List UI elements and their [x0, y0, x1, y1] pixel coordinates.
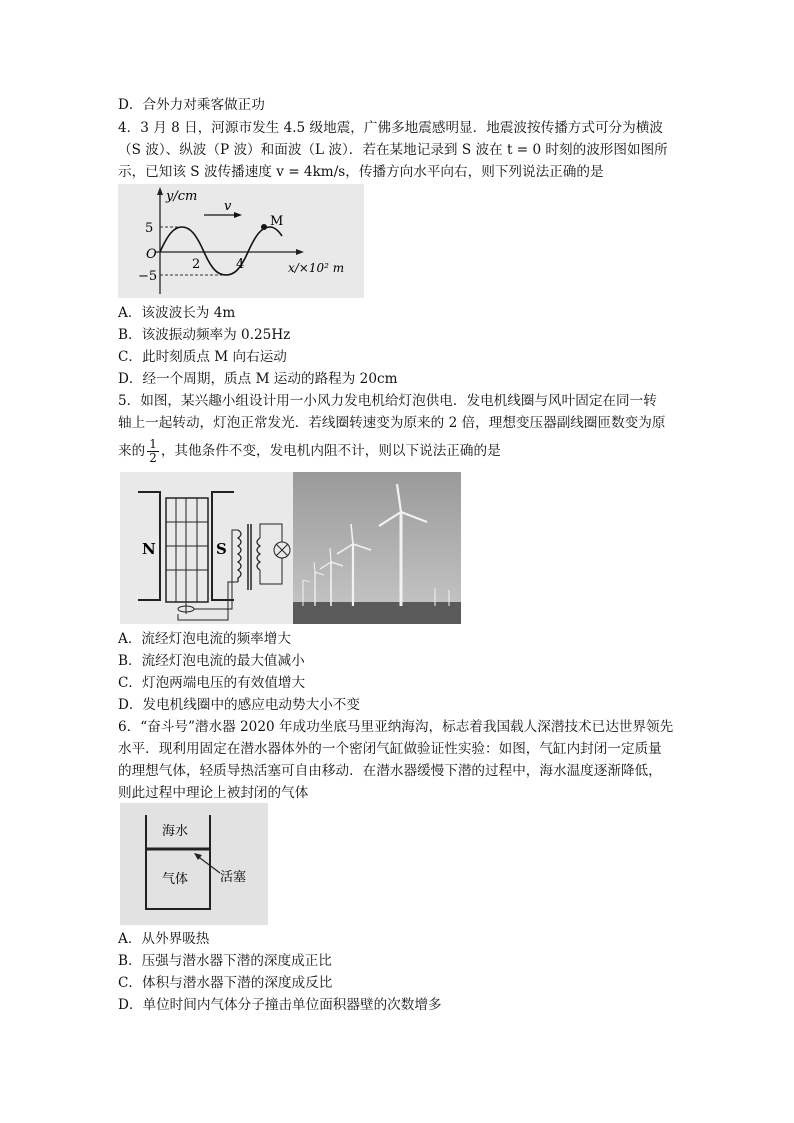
fraction-denominator: 2 [149, 451, 157, 465]
q4-stem-line1: 4．3 月 8 日，河源市发生 4.5 级地震，广佛多地震感明显．地震波按传播方式可分为横波 [118, 120, 663, 136]
velocity-label: v [224, 199, 232, 214]
generator-diagram [120, 472, 293, 624]
tick-5: 5 [145, 221, 154, 236]
q4-option-b: B．该波振动频率为 0.25Hz [118, 327, 291, 343]
tick-neg5: −5 [138, 269, 158, 284]
piston-label: 活塞 [220, 870, 247, 885]
q4-stem-line3: 示，已知该 S 波传播速度 v = 4km/s，传播方向水平向右，则下列说法正确的是 [118, 164, 604, 180]
origin-label: O [146, 247, 157, 262]
q5-option-d: D．发电机线圈中的感应电动势大小不变 [118, 697, 360, 713]
n-label: N [142, 540, 156, 558]
q6-stem-line3: 的理想气体，轻质导热活塞可自由移动．在潜水器缓慢下潜的过程中，海水温度逐渐降低， [118, 763, 662, 779]
q5-stem-prefix: 来的 [118, 443, 146, 459]
cylinder-diagram [120, 803, 268, 925]
q4-option-c: C．此时刻质点 M 向右运动 [118, 349, 287, 365]
velocity-arrowhead [234, 212, 242, 218]
primary-coil [238, 530, 241, 582]
q5-stem-suffix: ，其他条件不变，发电机内阻不计，则以下说法正确的是 [160, 443, 501, 459]
q5-option-b: B．流经灯泡电流的最大值减小 [118, 653, 305, 669]
secondary-coil [257, 538, 260, 570]
m-label: M [270, 214, 284, 229]
fraction-half [147, 438, 159, 465]
q5-stem-line1: 5．如图，某兴趣小组设计用一小风力发电机给灯泡供电．发电机线圈与风叶固定在同一转 [118, 393, 657, 409]
q4-option-a: A．该波波长为 4m [118, 305, 236, 321]
wave-curve [160, 227, 282, 275]
q5-option-a: A．流经灯泡电流的频率增大 [118, 631, 291, 647]
wave-graph [118, 184, 364, 298]
x-axis-arrow [296, 249, 304, 255]
q5-stem-line2: 轴上一起转动，灯泡正常发光．若线圈转速变为原来的 2 倍，理想变压器副线圈匝数变为原 [118, 415, 666, 431]
q6-stem-line2: 水平．现利用固定在潜水器体外的一个密闭气缸做验证性实验：如图，气缸内封闭一定质量 [118, 741, 662, 757]
wind-turbine-photo [293, 472, 461, 624]
q6-stem-line4: 则此过程中理论上被封闭的气体 [118, 785, 309, 801]
q6-option-c: C．体积与潜水器下潜的深度成反比 [118, 975, 333, 991]
sea-label: 海水 [162, 824, 189, 839]
tick-4: 4 [236, 257, 245, 272]
x-axis-label: x/×10² m [288, 261, 345, 275]
s-label: S [216, 540, 227, 558]
ground [293, 602, 461, 624]
tick-2: 2 [192, 257, 201, 272]
q4-option-d: D．经一个周期，质点 M 运动的路程为 20cm [118, 371, 398, 387]
coil-frame [166, 498, 208, 602]
q6-stem-line1: 6．“奋斗号”潜水器 2020 年成功坐底马里亚纳海沟，标志着我国载人深潜技术已达世界领先 [118, 719, 674, 735]
wave-figure [118, 184, 364, 298]
y-axis-arrow [157, 187, 163, 195]
cylinder-figure [120, 803, 268, 925]
q3-option-d: D．合外力对乘客做正功 [118, 97, 265, 113]
q6-option-a: A．从外界吸热 [118, 931, 210, 947]
y-axis-label: y/cm [166, 189, 198, 204]
gas-label: 气体 [162, 872, 189, 887]
q6-option-d: D．单位时间内气体分子撞击单位面积器壁的次数增多 [118, 997, 442, 1013]
q5-stem-line3 [118, 438, 501, 465]
fraction-numerator: 1 [149, 437, 157, 451]
q4-stem-line2: （S 波）、纵波（P 波）和面波（L 波）．若在某地记录到 S 波在 t = 0 时刻的波形图如图所 [118, 142, 668, 158]
q5-option-c: C．灯泡两端电压的有效值增大 [118, 675, 306, 691]
sky [293, 472, 461, 624]
generator-figure [120, 472, 293, 624]
lamp-lead-bottom [260, 558, 282, 584]
q6-option-b: B．压强与潜水器下潜的深度成正比 [118, 953, 332, 969]
point-m [261, 224, 267, 230]
wind-turbine-illustration [293, 472, 461, 624]
lamp-lead-top [260, 524, 282, 542]
